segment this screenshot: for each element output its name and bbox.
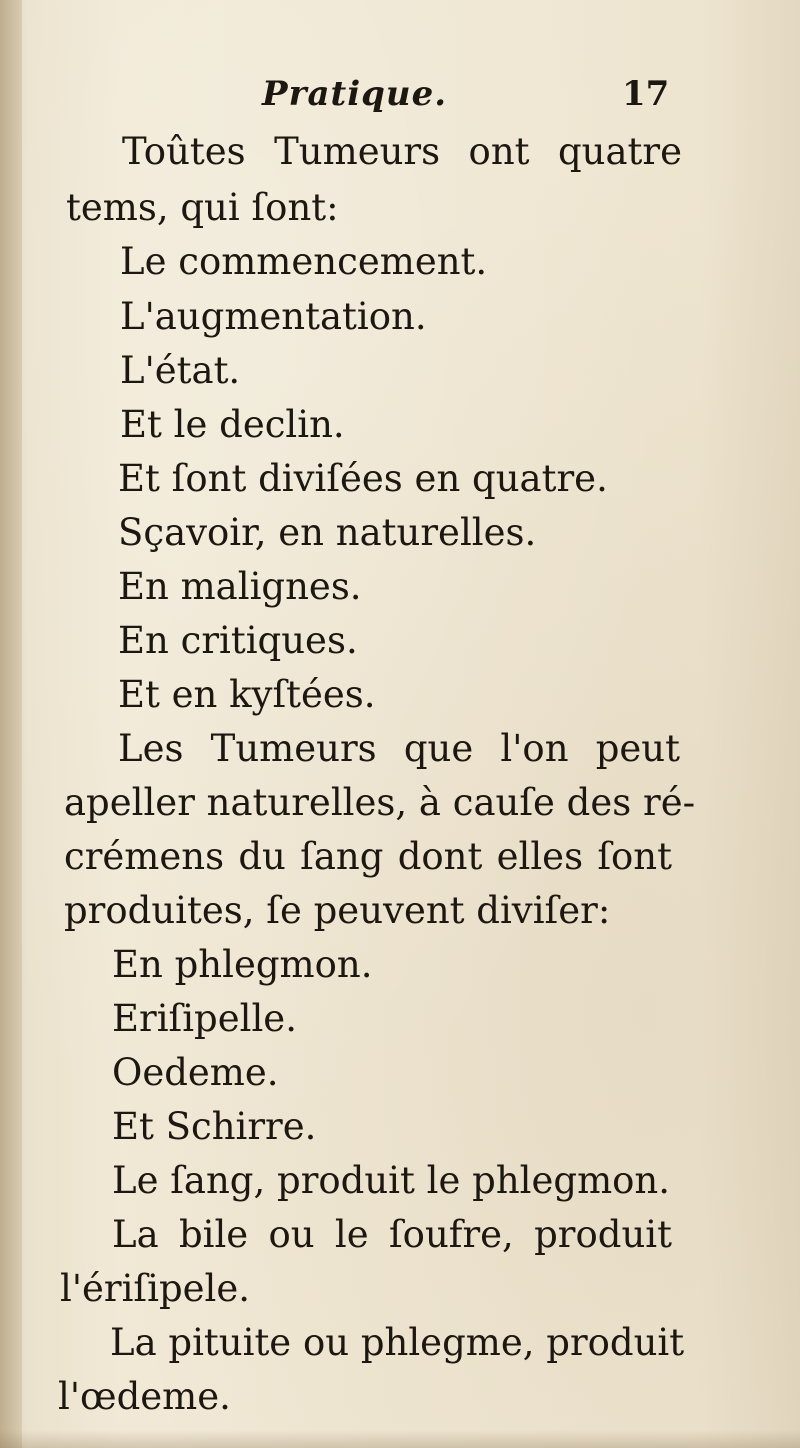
text-line: tems, qui ſont: xyxy=(66,186,339,229)
text-line: Eriſipelle. xyxy=(112,997,297,1040)
text-line: En phlegmon. xyxy=(112,943,373,986)
text-line: En critiques. xyxy=(118,619,358,662)
text-line: Toûtes Tumeurs ont quatre xyxy=(122,130,682,173)
text-line: Les Tumeurs que l'on peut xyxy=(118,727,680,770)
text-line: L'augmentation. xyxy=(120,295,427,338)
text-line: Oedeme. xyxy=(112,1051,279,1094)
text-line: La bile ou le ſoufre, produit xyxy=(112,1213,672,1256)
text-line: Et Schirre. xyxy=(112,1105,317,1148)
text-line: Le ſang, produit le phlegmon. xyxy=(112,1159,671,1202)
text-line: La pituite ou phlegme, produit xyxy=(110,1321,685,1364)
text-line: l'œdeme. xyxy=(58,1375,231,1418)
text-line: apeller naturelles, à cauſe des ré- xyxy=(64,781,696,824)
text-line: Le commencement. xyxy=(120,240,488,283)
running-head: Pratique. xyxy=(262,74,448,114)
page-number: 17 xyxy=(622,74,670,114)
text-line: En malignes. xyxy=(118,565,362,608)
text-line: crémens du ſang dont elles ſont xyxy=(64,835,672,878)
text-line: l'ériſipele. xyxy=(60,1267,251,1310)
text-line: L'état. xyxy=(120,349,241,392)
text-line: Et ſont diviſées en quatre. xyxy=(118,457,608,500)
text-line: Et en kyſtées. xyxy=(118,673,376,716)
text-line: Sçavoir, en naturelles. xyxy=(118,511,537,554)
text-line: Et le declin. xyxy=(120,403,345,446)
text-line: produites, ſe peuvent diviſer: xyxy=(64,889,611,932)
